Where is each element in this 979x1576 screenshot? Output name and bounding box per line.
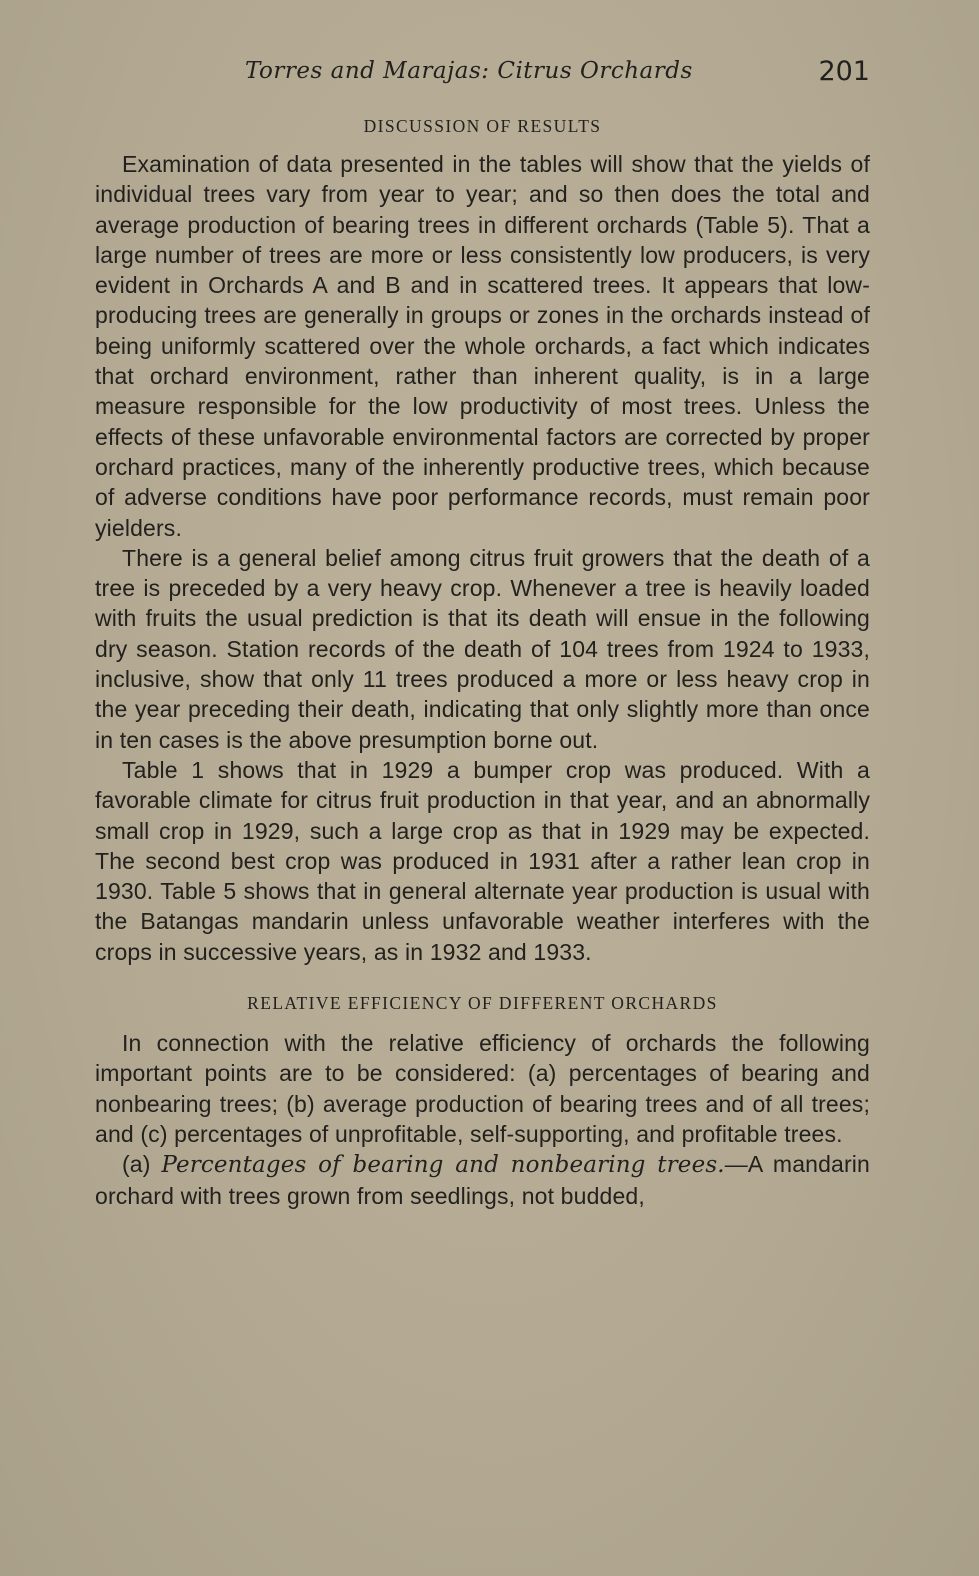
paragraph: Table 1 shows that in 1929 a bumper crop was produced. With a favorable climate for citrus fruit production in that year, and an abnormally small crop in 1929, such a large crop as that in 1929 may be expected. The second best crop was produced in 1931 after a rather lean crop in 1930. Table 5 shows that in general alternate year production is usual with the Batangas mandarin unless unfavorable weather interferes with the crops in successive years, as in 1932 and 1933. <box>95 756 870 965</box>
paragraph: In connection with the relative efficiency of orchards the following important points are to be considered: (a) percentages of bearing and nonbearing trees; (b) average production of bearing trees and of all trees; and (c) percentages of unprofitable, self-supporting, and profitable trees. <box>95 1030 870 1147</box>
section-heading-relative-efficiency: RELATIVE EFFICIENCY OF DIFFERENT ORCHARDS <box>247 993 718 1014</box>
item-label: (a) <box>122 1151 151 1178</box>
page-number: 201 <box>818 56 870 87</box>
section-heading-discussion: DISCUSSION OF RESULTS <box>363 116 602 136</box>
paragraph: There is a general belief among citrus fruit growers that the death of a tree is preceded by a very heavy crop. Whenever a tree is heavily loaded with fruits the usual prediction is that its death will ensue in the following dry season. Station records of the death of 104 trees from 1924 to 1933, inclusive, show that only 11 trees produced a more or less heavy crop in the year preceding their death, indicating that only slightly more than once in ten cases is the above presumption borne out. <box>95 544 870 753</box>
running-title: Torres and Marajas: Citrus Orchards <box>245 58 693 84</box>
paragraph: Examination of data presented in the tables will show that the yields of individual trees vary from year to year; and so then does the total and average production of bearing trees in different orchards (Table 5). That a large number of trees are more or less consistently low producers, is very evident in Orchards A and B and in scattered trees. It appears that low-producing trees are generally in groups or zones in the orchards instead of being uniformly scattered over the whole orchards, a fact which indicates that orchard environment, rather than inherent quality, is in a large measure responsible for the low productivity of most trees. Unless the effects of these unfavorable environmental factors are corrected by proper orchard practices, many of the inherently productive trees, which because of adverse conditions have poor performance records, must remain poor yielders. <box>95 151 870 541</box>
item-title: Percentages of bearing and nonbearing trees. <box>161 1152 725 1179</box>
item-text: —A mandarin orchard with trees grown from seedlings, not budded, <box>95 1151 870 1209</box>
page-header <box>95 52 870 96</box>
paragraph-percentages <box>95 1149 870 1211</box>
page <box>95 52 870 1211</box>
